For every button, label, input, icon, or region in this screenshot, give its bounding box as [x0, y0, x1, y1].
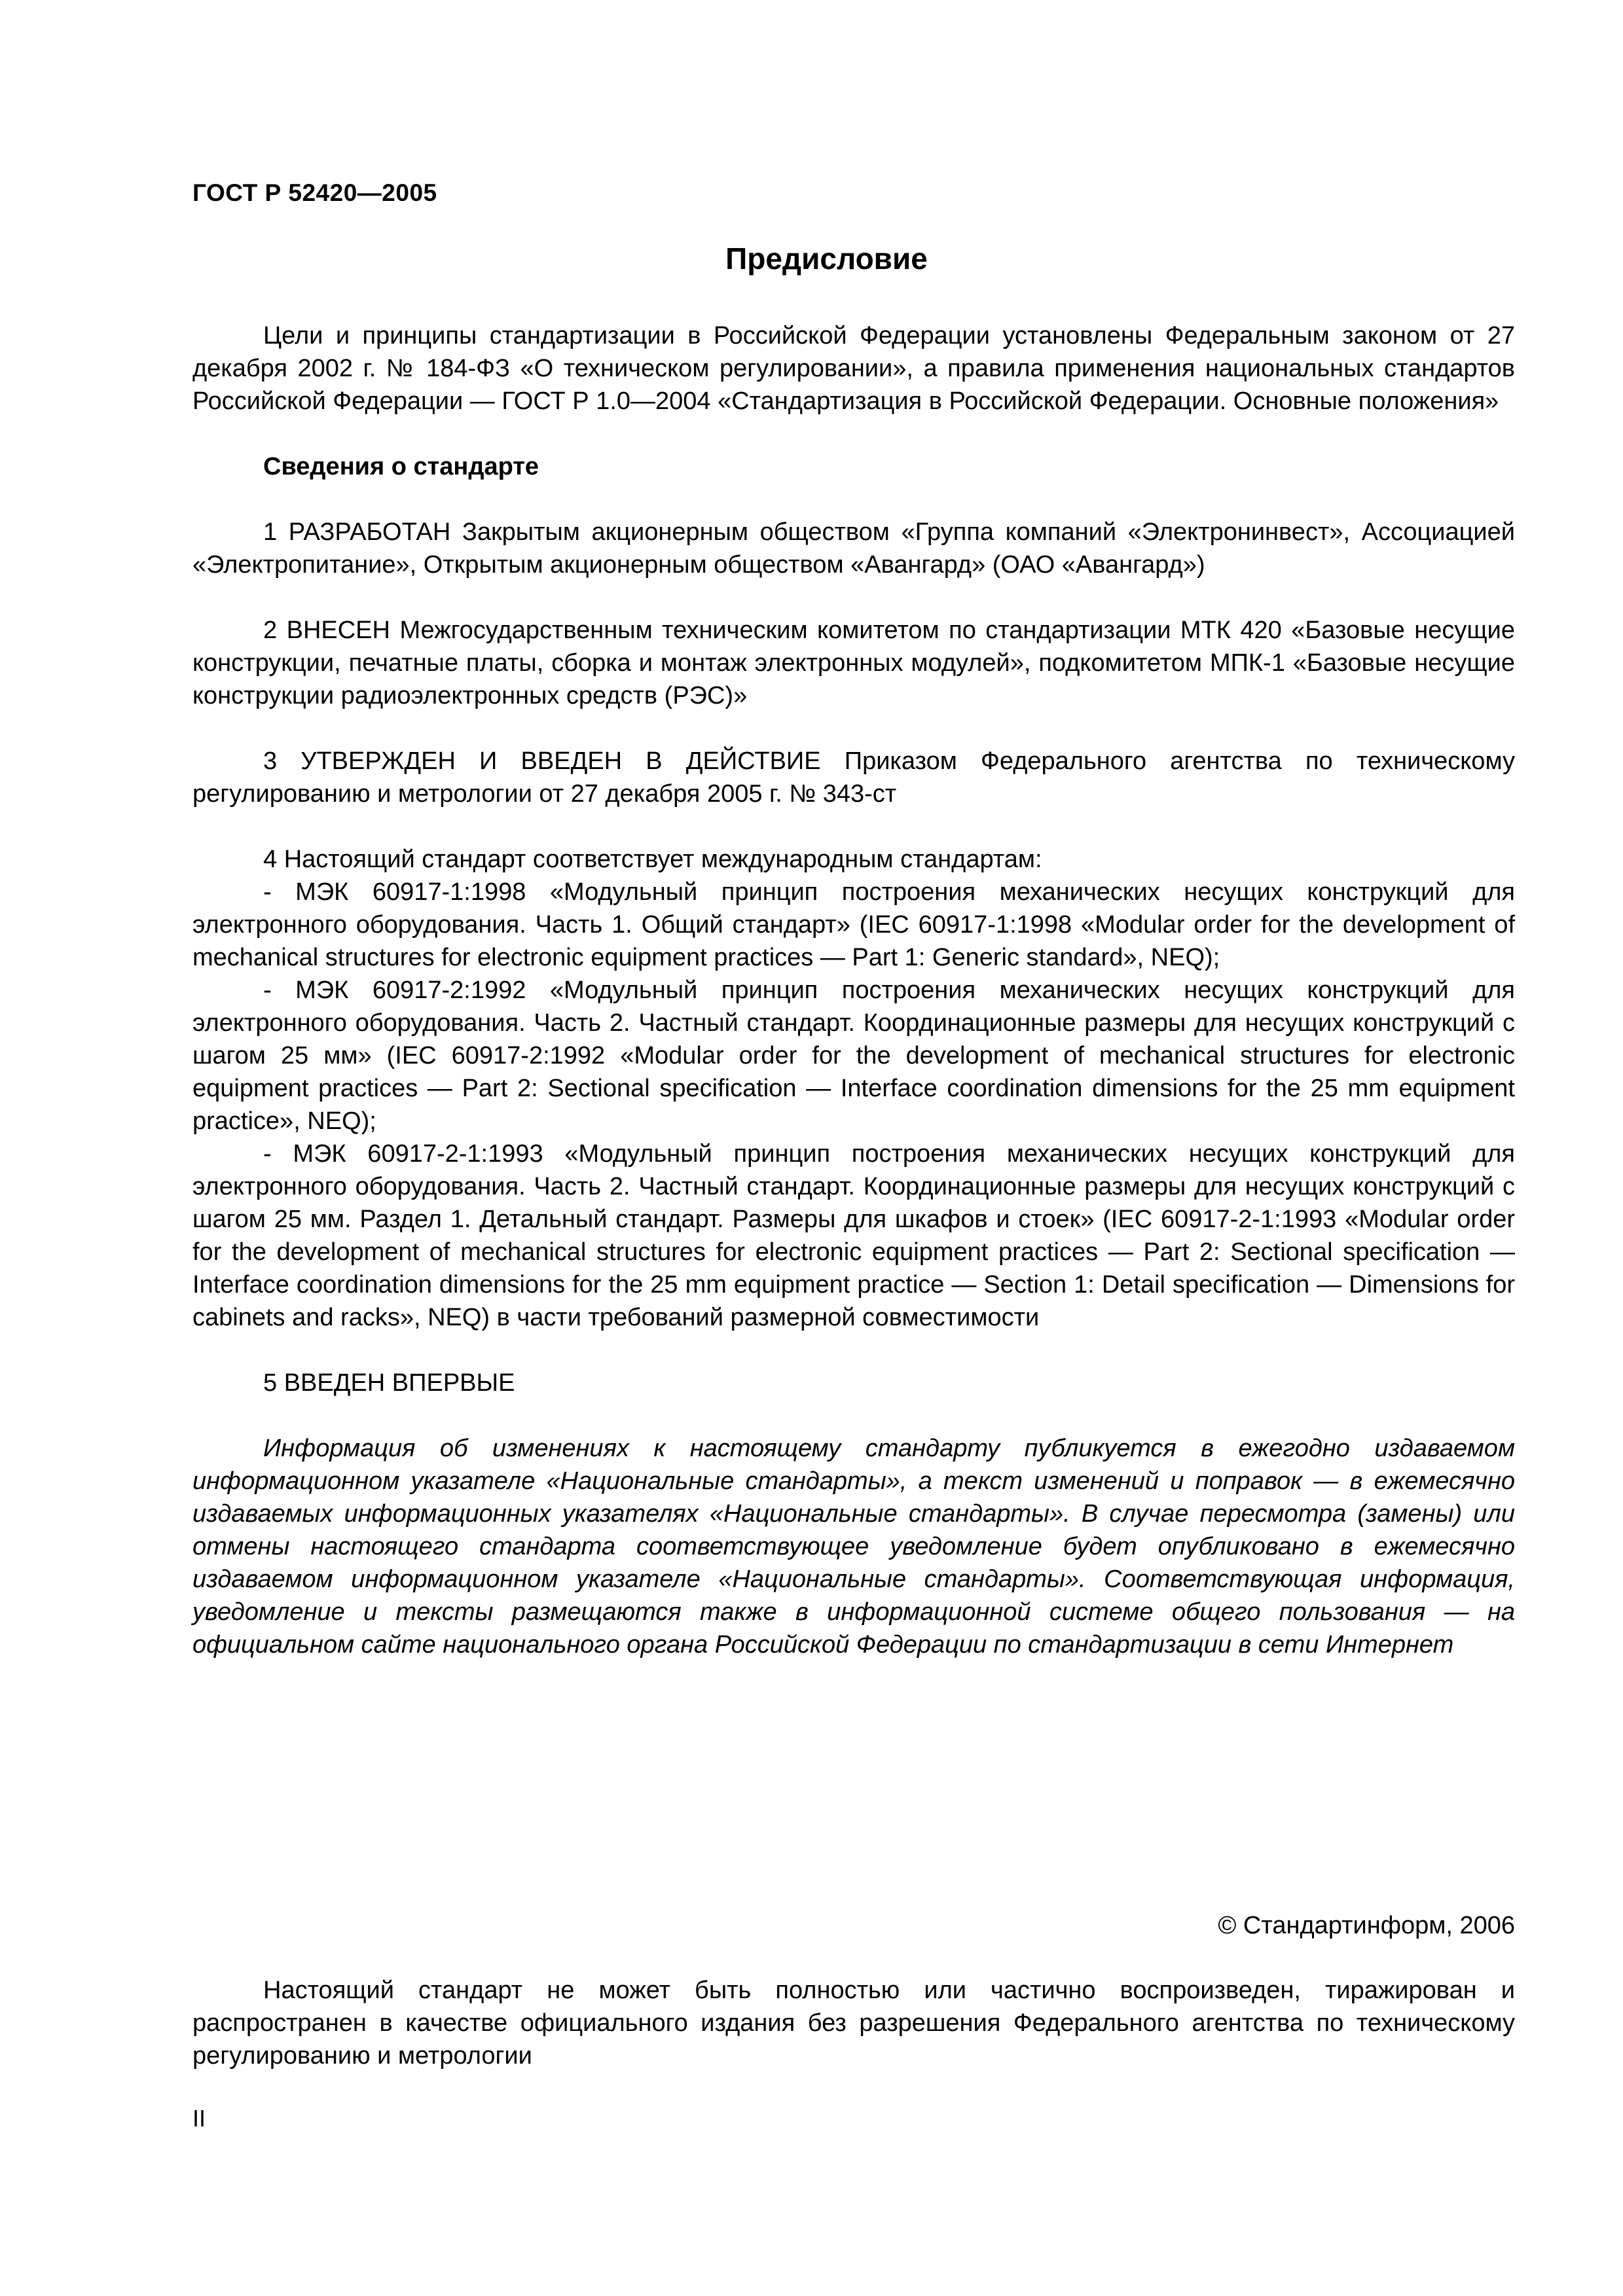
item-conformity-intro: 4 Настоящий стандарт соответствует международным стандартам:	[263, 846, 1042, 873]
page-title: Предисловие	[725, 242, 928, 276]
conformity-entry: - МЭК 60917-1:1998 «Модульный принцип построения механических несущих конструкций для электронного оборудования. Часть 1. Общий стандарт» (IEC 60917-1:1998 «Modular order for the development of mechanical structures for electronic equipment practices — Part 1: Generic standard», NEQ);	[192, 878, 1515, 971]
intro-paragraph: Цели и принципы стандартизации в Российской Федерации установлены Федеральным законом от 27 декабря 2002 г. № 184-ФЗ «О техническом регулировании», а правила применения национальных стандартов Российской Федерации — ГОСТ Р 1.0—2004 «Стандартизация в Российской Федерации. Основные положения»	[192, 322, 1515, 415]
item-introduced: 2 ВНЕСЕН Межгосударственным техническим комитетом по стандартизации МТК 420 «Базовые несущие конструкции, печатные платы, сборка и монтаж электронных модулей», подкомитетом МПК-1 «Базовые несущие конструкции радиоэлектронных средств (РЭС)»	[192, 617, 1515, 709]
foreword-body	[192, 319, 1515, 1661]
item-first-time: 5 ВВЕДЕН ВПЕРВЫЕ	[263, 1369, 515, 1397]
rights-block	[192, 1974, 1515, 2072]
conformity-entry: - МЭК 60917-2-1:1993 «Модульный принцип построения механических несущих конструкций для электронного оборудования. Часть 2. Частный стандарт. Координационные размеры для несущих конструкций с шагом 25 мм. Раздел 1. Детальный стандарт. Размеры для шкафов и стоек» (IEC 60917-2-1:1993 «Modular order for the development of mechanical structures for electronic equipment practices — Part 2: Sectional specification — Interface coordination dimensions for the 25 mm equipment practice — Section 1: Detail specification — Dimensions for cabinets and racks», NEQ) в части требований размерной совместимости	[192, 1140, 1515, 1331]
standard-code: ГОСТ Р 52420—2005	[192, 179, 437, 206]
item-approved: 3 УТВЕРЖДЕН И ВВЕДЕН В ДЕЙСТВИЕ Приказом Федерального агентства по техническому регулированию и метрологии от 27 декабря 2005 г. № 343-ст	[192, 747, 1515, 808]
section-heading: Сведения о стандарте	[263, 453, 539, 480]
item-developed: 1 РАЗРАБОТАН Закрытым акционерным обществом «Группа компаний «Электронинвест», Ассоциацией «Электропитание», Открытым акционерным обществом «Авангард» (ОАО «Авангард»)	[192, 518, 1515, 579]
copyright-line: © Стандартинформ, 2006	[1218, 1912, 1515, 1939]
page-number: II	[192, 2105, 206, 2132]
conformity-entry: - МЭК 60917-2:1992 «Модульный принцип построения механических несущих конструкций для электронного оборудования. Часть 2. Частный стандарт. Координационные размеры для несущих конструкций с шагом 25 мм» (IEC 60917-2:1992 «Modular order for the development of mechanical structures for electronic equipment practices — Part 2: Sectional specification — Interface coordination dimensions for the 25 mm equipment practice», NEQ);	[192, 977, 1515, 1135]
change-notice: Информация об изменениях к настоящему стандарту публикуется в ежегодно издаваемом информационном указателе «Национальные стандарты», а текст изменений и поправок — в ежемесячно издаваемых информационных указателях «Национальные стандарты». В случае пересмотра (замены) или отмены настоящего стандарта соответствующее уведомление будет опубликовано в ежемесячно издаваемом информационном указателе «Национальные стандарты». Соответствующая информация, уведомление и тексты размещаются также в информационной системе общего пользования — на официальном сайте национального органа Российской Федерации по стандартизации в сети Интернет	[192, 1435, 1515, 1659]
rights-notice: Настоящий стандарт не может быть полностью или частично воспроизведен, тиражирован и распространен в качестве официального издания без разрешения Федерального агентства по техническому регулированию и метрологии	[192, 1977, 1515, 2070]
